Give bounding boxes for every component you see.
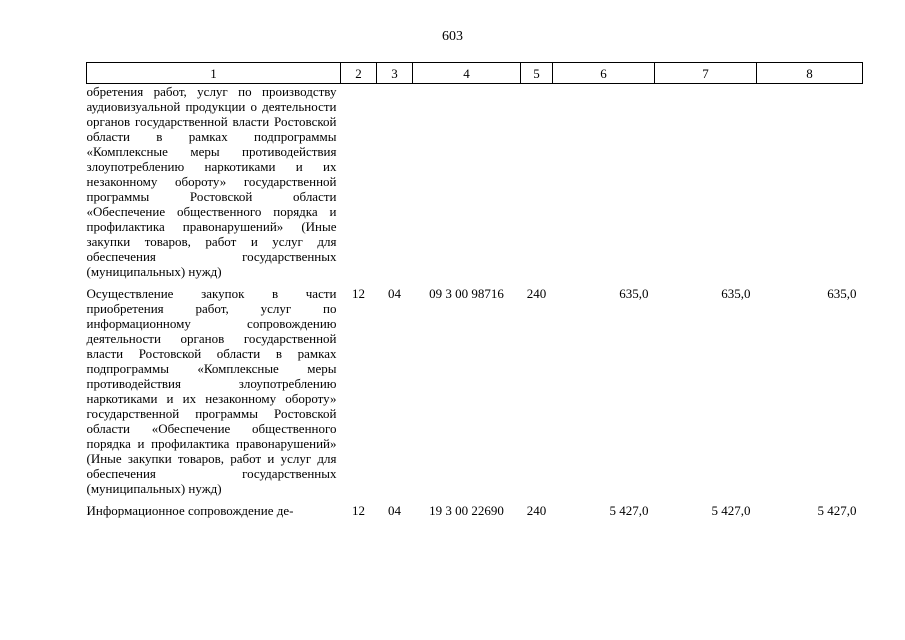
column-header: 6 [553,63,655,84]
cell-section [341,84,377,280]
column-header: 5 [521,63,553,84]
cell-subsection: 04 [388,286,401,301]
column-header: 4 [413,63,521,84]
table-row [87,84,863,280]
page-number: 603 [442,29,463,44]
cell-amount-7: 635,0 [721,286,751,301]
cell-expense-type [521,84,553,280]
cell-subsection: 04 [388,503,401,518]
cell-amount-8: 5 427,0 [817,503,857,518]
cell-section: 12 [352,286,365,301]
column-header: 1 [87,63,341,84]
cell-section: 12 [352,503,365,518]
cell-amount-6: 5 427,0 [609,503,649,518]
row-description: обретения работ, услуг по производству аудиовизуальной продукции о деятельности органов государственной власти Ростовской области в рамках подпрограммы «Комплексные меры противодействия злоупотреблению наркотиками и их незаконному обороту» государственной программы Ростовской области «Обеспечение общественного порядка и профилактика правонарушений» (Иные закупки товаров, работ и услуг для обеспечения государственных (муниципальных) нужд) [86,84,337,279]
column-header: 2 [341,63,377,84]
cell-target-article: 09 3 00 98716 [429,286,504,301]
cell-target-article [413,84,521,280]
table-row [87,496,863,518]
cell-amount-7: 5 427,0 [711,503,751,518]
cell-amount-8: 635,0 [827,286,857,301]
cell-subsection [377,84,413,280]
cell-amount-6: 635,0 [619,286,649,301]
budget-table [86,62,863,518]
cell-amount-8 [757,84,863,280]
table-row [87,279,863,496]
column-header: 3 [377,63,413,84]
cell-expense-type: 240 [526,286,547,301]
cell-amount-6 [553,84,655,280]
cell-target-article: 19 3 00 22690 [429,503,504,518]
table-header-row [87,63,863,84]
cell-expense-type: 240 [526,503,547,518]
column-header: 7 [655,63,757,84]
column-header: 8 [757,63,863,84]
row-description: Осуществление закупок в части приобретения работ, услуг по информационному сопровождению деятельности органов государственной власти Ростовской области в рамках подпрограммы «Комплексные меры противодействия злоупотреблению наркотиками и их незаконному обороту» государственной программы Ростовской области «Обеспечение общественного порядка и профилактика правонарушений» (Иные закупки товаров, работ и услуг для обеспечения государственных (муниципальных) нужд) [86,286,337,496]
row-description: Информационное сопровождение де- [86,503,294,518]
cell-amount-7 [655,84,757,280]
